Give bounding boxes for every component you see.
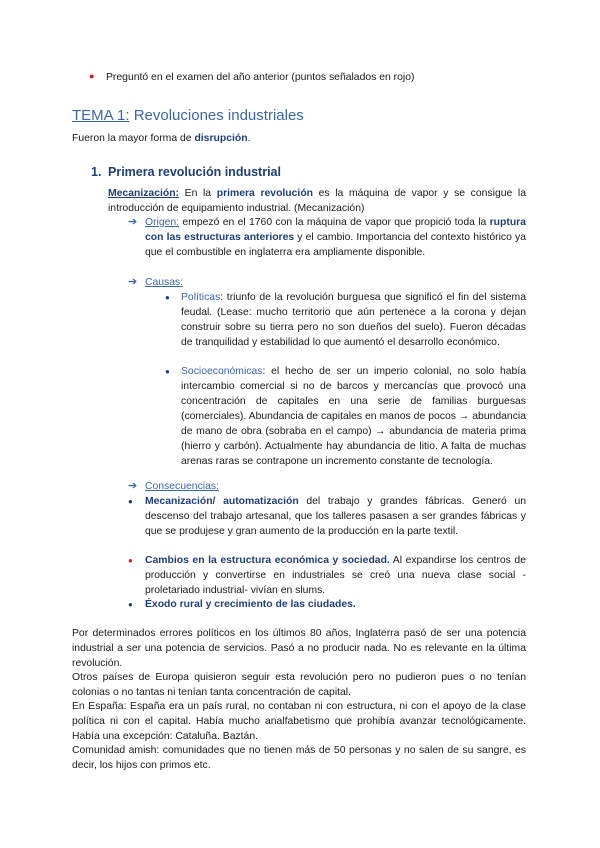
consecuencia-1 — [145, 494, 526, 539]
consecuencia-1-bold: Mecanización/ automatización — [145, 496, 299, 507]
intro-bold: disrupción — [194, 133, 248, 144]
arrow-icon: ➔ — [128, 480, 138, 492]
consecuencia-2-text: Al expandirse los centros de producción y convertirse en industriales se creó una nueva clase social -proletariado industrial- vivían en slums. — [145, 555, 526, 596]
paragraph-amish: Comunidad amish: comunidades que no tienen más de 50 personas y no salen de su sangre, es decir, los hijos con primos etc. — [72, 745, 526, 771]
consecuencias-label: Consecuencias: — [145, 481, 219, 492]
consecuencia-1-text: del trabajo y grandes fábricas. Generó un descenso del trabajo artesanal, que los talleres pasasen a ser grandes fábricas y que se produjese y gran aumento de la producción en la parte textil. — [145, 496, 527, 537]
socio-label: Socioeconómicas — [181, 366, 263, 377]
red-bullet-icon: ● — [128, 556, 133, 565]
page-title — [72, 107, 304, 125]
origen-label: Origen: — [145, 217, 180, 228]
mecanizacion-text-1: En la — [179, 188, 217, 199]
paragraph-espana: En España: España era un país rural, no contaban ni con estructura, ni con el apoyo de la clase política ni con el capital. Había mucho analfabetismo que prohibía avanzar tecnológicamente. Había una excepción: Cataluña. Baztán. — [72, 701, 526, 742]
intro-paragraph — [72, 131, 532, 146]
origen-paragraph — [145, 215, 526, 260]
consecuencia-2-bold: Cambios en la estructura económica y sociedad. — [145, 555, 390, 566]
causas-label: Causas: — [145, 277, 184, 288]
bullet-icon: ● — [165, 367, 170, 376]
arrow-icon: ➔ — [128, 276, 138, 288]
paragraph-inglaterra: Por determinados errores políticos en los últimos 80 años, Inglaterra pasó de ser una potencia industrial a ser una potencia de servicios. Pasó a no producir nada. No es relevante en la última revolución. — [72, 628, 526, 669]
mecanizacion-paragraph — [108, 186, 526, 216]
origen-text-1: empezó en el 1760 con la máquina de vapor que propició toda la — [179, 217, 490, 228]
bullet-icon: ● — [128, 497, 133, 506]
paragraph-europa: Otros países de Europa quisieron seguir esta revolución pero no pudieron pues o no tenían colonias o no tantas ni tenían tanta concentración de capital. — [72, 672, 526, 698]
consecuencia-3: Éxodo rural y crecimiento de las ciudades. — [145, 599, 356, 610]
red-bullet-icon: ● — [89, 71, 95, 81]
socio-paragraph — [181, 364, 526, 469]
title-text: Revoluciones industriales — [129, 107, 304, 124]
intro-end: . — [247, 133, 251, 144]
exam-note: Preguntó en el examen del año anterior (puntos señalados en rojo) — [106, 72, 415, 83]
mecanizacion-text-2: es la máquina de vapor y se consigue la introducción de equipamiento industrial. (Mecanización) — [108, 188, 526, 214]
intro-text: Fueron la mayor forma de — [72, 133, 195, 144]
socio-text: : el hecho de ser un imperio colonial, no solo había intercambio comercial si no de barcos y mercancías que provocó una concentración de capitales en una serie de familias burguesas (comerciales). Abundancia de capitales en manos de pocos → abundancia de mano de obra (sobraba en el campo) → abundancia de materia prima (hierro y carbón). Actualmente hay abundancia de litio. A falta de muchas arenas raras se contrapone un incremento constante de tecnología. — [181, 366, 526, 467]
politicas-text: : triunfo de la revolución burguesa que significó el fin del sistema feudal. (Lease: mucho territorio que aún pertenece a la corona y dejan construir sobre su tierra pero no son dueños del suelo). Fueron décadas de tranquilidad y estabilidad lo que aumentó el desarrollo económico. — [181, 292, 526, 348]
bullet-icon: ● — [165, 293, 170, 302]
mecanizacion-label: Mecanización: — [108, 188, 180, 199]
mecanizacion-bold: primera revolución — [216, 188, 314, 199]
section-heading: Primera revolución industrial — [108, 165, 281, 179]
origen-bold: ruptura con las estructuras anteriores — [145, 217, 526, 243]
politicas-paragraph — [181, 290, 526, 350]
consecuencia-2 — [145, 553, 526, 598]
section-number: 1. — [91, 165, 102, 179]
politicas-label: Políticas — [181, 292, 221, 303]
bullet-icon: ● — [128, 600, 133, 609]
arrow-icon: ➔ — [128, 216, 138, 228]
title-prefix: TEMA 1: — [72, 107, 130, 124]
origen-text-2: y el cambio. Importancia del contexto histórico ya que el combustible en inglaterra era ampliamente disponible. — [145, 232, 527, 258]
